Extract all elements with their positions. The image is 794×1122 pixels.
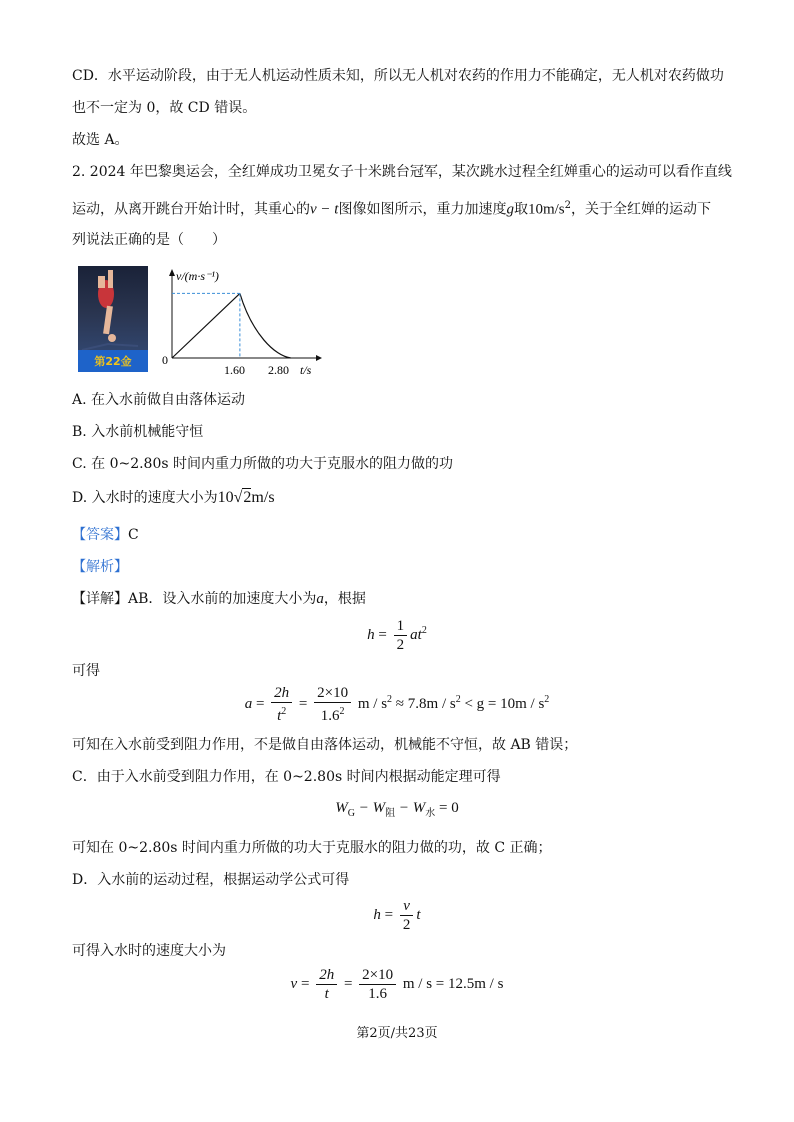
x-axis-arrow	[316, 355, 322, 361]
option-b: B. 入水前机械能守恒	[72, 424, 204, 440]
denominator: 2	[402, 917, 411, 933]
denominator: 1.6	[368, 986, 388, 1002]
text-line: C．由于入水前受到阻力作用，在 0~2.80s 时间内根据动能定理可得	[72, 769, 501, 785]
subscript: 水	[425, 808, 436, 819]
diver-photo	[78, 266, 148, 372]
math-span: at	[410, 626, 422, 643]
g-symbol: g	[506, 201, 514, 218]
text-line: 运动，从离开跳台开始计时，其重心的v − t图像如图所示，重力加速度g取$10m/s^2$，关于全红婵的运动下	[72, 200, 712, 218]
math-span: a	[316, 591, 324, 607]
math-span: h	[373, 906, 381, 923]
formula-1: h = $\frac{1}{2}$ $at^2$	[367, 618, 427, 653]
subscript: G	[347, 808, 355, 819]
fraction	[394, 617, 408, 654]
x-axis-label: t/s	[300, 363, 312, 377]
text-line: CD．水平运动阶段，由于无人机运动性质未知，所以无人机对农药的作用力不能确定，无人机对农药做功	[72, 68, 724, 84]
math-span: m / s	[357, 695, 388, 712]
math-span: a	[244, 695, 253, 712]
text-line: 可知在 0~2.80s 时间内重力所做的功大于克服水的阻力做的功，故 C 正确；	[72, 840, 552, 856]
numerator: 2h	[316, 966, 337, 985]
option-a: A. 在入水前做自由落体运动	[72, 392, 246, 408]
text-span: AB．设入水前的加速度大小为	[128, 591, 317, 607]
fraction	[271, 684, 292, 725]
fraction	[316, 966, 337, 1003]
text-span: D. 入水时的速度大小为	[72, 490, 218, 506]
text-line: D．入水前的运动过程，根据运动学公式可得	[72, 872, 350, 888]
detail-line	[72, 589, 728, 609]
math-span: v	[290, 975, 298, 992]
numerator: 2×10	[359, 966, 396, 985]
denominator: $1.6^2$	[320, 706, 345, 724]
page-footer: 第2页/共23页	[356, 1026, 438, 1041]
math-span: < g = 10m / s	[464, 695, 545, 712]
question-2-stem: 2. 2024 年巴黎奥运会，全红婵成功卫冕女子十米跳台冠军，某次跳水过程全红婵重心的运动可以看作直线	[72, 164, 732, 180]
denominator: t	[324, 986, 329, 1002]
text-span: ，根据	[323, 591, 366, 607]
v-t-chart	[164, 266, 328, 378]
math-span: − W	[395, 800, 426, 816]
fraction	[400, 897, 414, 934]
detail-tag: 【详解】	[72, 591, 128, 607]
text-span: 图像如图所示，重力加速度	[338, 201, 507, 218]
math-span: m / s = 12.5m / s	[402, 975, 504, 992]
text-line: 可得	[72, 663, 100, 679]
text-line: 也不一定为 0，故 CD 错误。	[72, 100, 257, 116]
answer-line	[72, 525, 728, 545]
numerator: 2×10	[314, 684, 351, 703]
text-span: ，关于全红婵的运动下	[571, 201, 712, 218]
formula-5: v = $\frac{2h}{t}$ = $\frac{2\times 10}{1.6}$ m / s = 12.5m / s	[290, 967, 504, 1002]
text-span: 运动，从离开跳台开始计时，其重心的	[72, 201, 310, 218]
math-span: ≈ 7.8m / s	[395, 695, 456, 712]
g-value: 10m/s	[527, 201, 565, 218]
x-tick-label: 1.60	[224, 363, 245, 377]
photo-caption: 第22金	[94, 355, 132, 368]
denominator: 2	[396, 637, 405, 653]
math-span: W	[335, 800, 348, 816]
formula-3	[0, 800, 794, 819]
text-line: 列说法正确的是（ ）	[72, 232, 226, 248]
origin-label: 0	[162, 353, 168, 367]
math-span: m/s	[251, 489, 275, 506]
analysis-line	[72, 557, 728, 577]
math-span: = 0	[435, 800, 459, 816]
numerator: v	[400, 897, 414, 916]
option-c: C. 在 0~2.80s 时间内重力所做的功大于克服水的阻力做的功	[72, 456, 454, 472]
answer-value: C	[128, 527, 139, 543]
vt-symbol: v − t	[310, 201, 339, 218]
subscript: 阻	[385, 808, 396, 819]
math-span: h	[367, 626, 375, 643]
answer-tag: 【答案】	[72, 527, 128, 543]
math-span: 2	[243, 489, 252, 506]
text-line: 故选 A。	[72, 132, 129, 148]
y-axis-label: v/(m·s⁻¹)	[176, 269, 219, 283]
math-span: t	[416, 906, 421, 923]
option-d	[72, 488, 728, 508]
math-span: 10	[217, 489, 234, 506]
x-tick-label: 2.80	[268, 363, 289, 377]
analysis-tag: 【解析】	[72, 559, 128, 575]
series-line-1	[172, 293, 240, 358]
denominator: $t^2$	[277, 706, 287, 724]
math-span: − W	[355, 800, 386, 816]
formula-2: a = $\frac{2h}{t^2}$ = $\frac{2\times 10}{1.6^2}$ $m / s^2 \approx 7.8m / s^2 < g = 10m / s^2$	[244, 685, 550, 724]
numerator: 1	[394, 617, 408, 636]
numerator: 2h	[271, 684, 292, 703]
formula-4: h = $\frac{v}{2}$ t	[373, 898, 421, 933]
series-line-2	[240, 293, 291, 358]
y-axis-arrow	[169, 269, 175, 276]
text-span: 取	[513, 201, 528, 218]
fraction	[359, 966, 396, 1003]
text-line: 可知在入水前受到阻力作用，不是做自由落体运动，机械能不守恒，故 AB 错误；	[72, 737, 578, 753]
question-figure	[78, 266, 328, 378]
text-line: 可得入水时的速度大小为	[72, 943, 226, 959]
fraction	[314, 684, 351, 725]
sqrt-sign: √	[233, 489, 243, 506]
